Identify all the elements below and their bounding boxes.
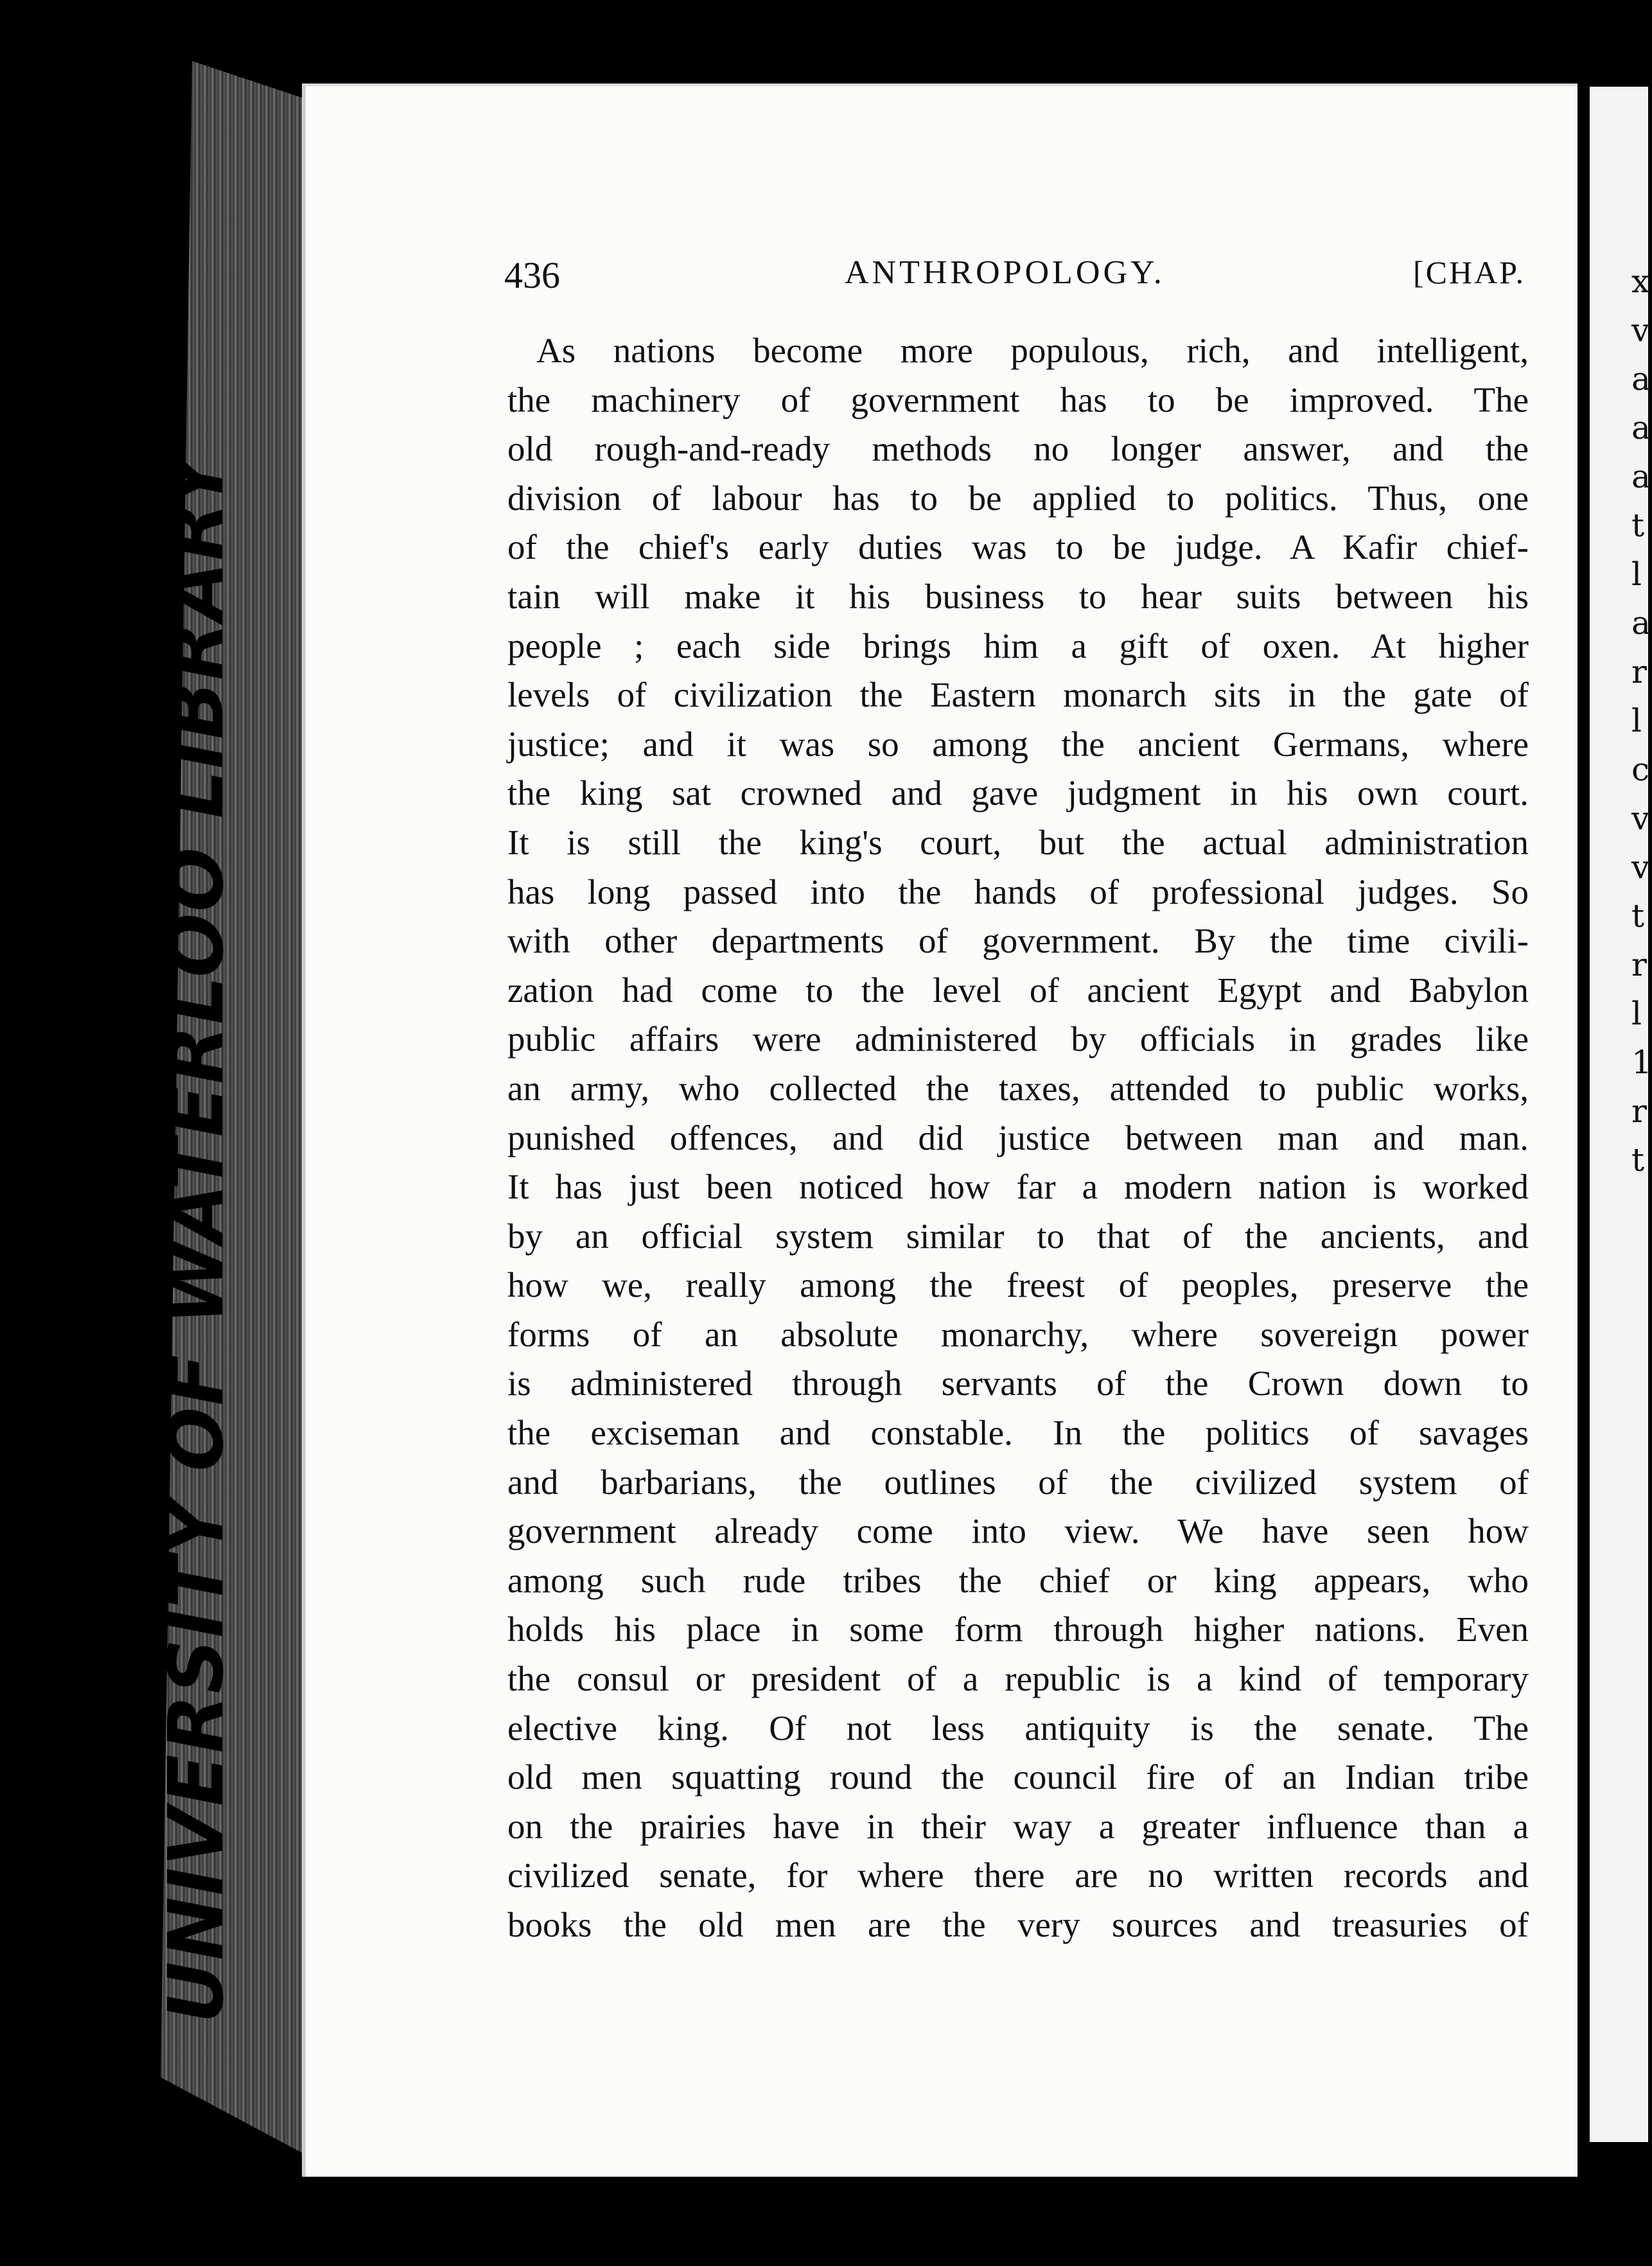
next-page-letter: l bbox=[1631, 995, 1642, 1032]
text-line: public affairs were administered by officials in grades like bbox=[507, 1019, 1529, 1059]
text-line: on the prairies have in their way a greater influence than a bbox=[507, 1806, 1529, 1846]
text-line: It is still the king's court, but the actual administration bbox=[507, 822, 1529, 862]
text-line: It has just been noticed how far a modern nation is worked bbox=[507, 1167, 1529, 1207]
next-page-letter: a bbox=[1631, 409, 1651, 446]
text-line: forms of an absolute monarchy, where sovereign power bbox=[507, 1314, 1529, 1354]
next-page-letter: a bbox=[1631, 458, 1651, 495]
next-page-letter: v bbox=[1631, 800, 1650, 837]
text-line: by an official system similar to that of the ancients, and bbox=[507, 1216, 1529, 1256]
next-page-letter: 1 bbox=[1631, 1044, 1652, 1081]
text-line: justice; and it was so among the ancient Germans, where bbox=[507, 724, 1529, 764]
running-head bbox=[504, 254, 1525, 305]
text-line: with other departments of government. By the time civili- bbox=[507, 921, 1529, 961]
text-line: the exciseman and constable. In the politics of savages bbox=[507, 1413, 1529, 1453]
next-page-letter: x bbox=[1631, 263, 1650, 300]
text-line: holds his place in some form through higher nations. Even bbox=[507, 1610, 1529, 1649]
next-page-letter: l bbox=[1631, 556, 1642, 593]
text-line: levels of civilization the Eastern monarch sits in the gate of bbox=[507, 675, 1529, 715]
next-page-letter: t bbox=[1631, 897, 1645, 935]
text-line: government already come into view. We have seen how bbox=[507, 1511, 1529, 1551]
next-page-letter: v bbox=[1631, 848, 1650, 886]
next-page-letter: l bbox=[1631, 702, 1642, 739]
text-line: and barbarians, the outlines of the civilized system of bbox=[507, 1462, 1529, 1502]
text-line: has long passed into the hands of professional judges. So bbox=[507, 872, 1529, 911]
next-page-text-fragments bbox=[1631, 257, 1652, 1184]
next-page-letter: c bbox=[1631, 751, 1650, 788]
text-line: division of labour has to be applied to politics. Thus, one bbox=[507, 478, 1529, 518]
next-page-letter: a bbox=[1631, 360, 1651, 398]
next-page-letter: t bbox=[1631, 1141, 1645, 1179]
next-page-letter: a bbox=[1631, 604, 1651, 642]
page-number: 436 bbox=[504, 254, 560, 296]
text-line: the machinery of government has to be improved. The bbox=[507, 380, 1529, 419]
text-line: tain will make it his business to hear suits between his bbox=[507, 576, 1529, 616]
text-line: the king sat crowned and gave judgment in his own court. bbox=[507, 773, 1529, 813]
body-text bbox=[507, 326, 1529, 1950]
next-page-letter: r bbox=[1631, 946, 1647, 983]
text-line: old rough-and-ready methods no longer answer, and the bbox=[507, 429, 1529, 469]
text-line: old men squatting round the council fire of an Indian tribe bbox=[507, 1757, 1529, 1797]
text-line: the consul or president of a republic is a kind of temporary bbox=[507, 1659, 1529, 1699]
library-stamp: UNIVERSITY OF WATERLOO LIBRARY bbox=[152, 452, 240, 2023]
next-page-letter: t bbox=[1631, 507, 1645, 544]
text-line: is administered through servants of the Crown down to bbox=[507, 1364, 1529, 1403]
text-line: elective king. Of not less antiquity is the senate. The bbox=[507, 1708, 1529, 1748]
text-line: people ; each side brings him a gift of oxen. At higher bbox=[507, 626, 1529, 665]
next-page-letter: r bbox=[1631, 653, 1647, 690]
next-page-letter: r bbox=[1631, 1093, 1647, 1130]
text-line: an army, who collected the taxes, attended to public works, bbox=[507, 1068, 1529, 1108]
text-line: As nations become more populous, rich, and intelligent, bbox=[536, 331, 1529, 370]
text-line: how we, really among the freest of peoples, preserve the bbox=[507, 1265, 1529, 1305]
text-line: zation had come to the level of ancient Egypt and Babylon bbox=[507, 970, 1529, 1010]
text-line: books the old men are the very sources and treasuries of bbox=[507, 1905, 1529, 1944]
text-line: civilized senate, for where there are no written records and bbox=[507, 1856, 1529, 1895]
text-line: among such rude tribes the chief or king appears, who bbox=[507, 1560, 1529, 1600]
running-title: ANTHROPOLOGY. bbox=[845, 254, 1165, 291]
chapter-label: [CHAP. bbox=[1413, 254, 1525, 290]
text-line: punished offences, and did justice between man and man. bbox=[507, 1118, 1529, 1157]
next-page-letter: v bbox=[1631, 312, 1650, 349]
text-line: of the chief's early duties was to be judge. A Kafir chief- bbox=[507, 527, 1529, 567]
